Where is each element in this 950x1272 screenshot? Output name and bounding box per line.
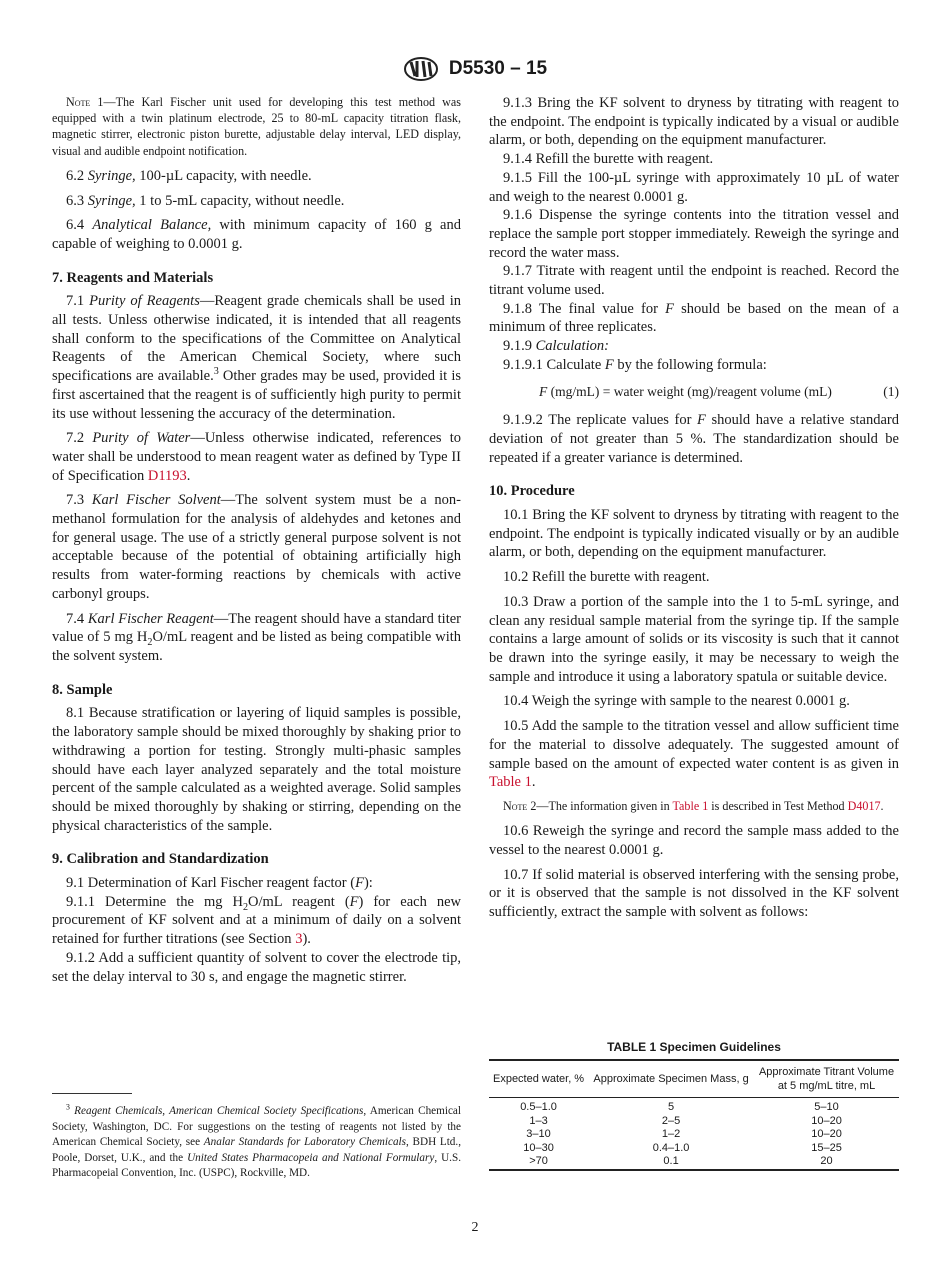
text-run: . xyxy=(531,774,536,791)
text-run: —The solvent system must be a non-methanol formulation for the analysis of aldehydes and ketones and for general usage. The use of a strictly general purpose solvent is not acceptable because of the potential of obtaining artificially high results from water-forming reactions by chemicals with active carbonyl groups. xyxy=(52,492,461,602)
section-heading xyxy=(489,482,899,501)
table-cell: 15–25 xyxy=(811,1141,842,1154)
table-cell: 10–30 xyxy=(523,1141,554,1154)
text-run: 9.1.8 The final value for xyxy=(503,300,666,317)
paragraph xyxy=(489,866,899,922)
text-run: 9.1.7 Titrate with reagent until the endpoint is reached. Record the titrant volume used. xyxy=(489,263,899,299)
italic-text: F xyxy=(355,875,364,892)
paragraph xyxy=(489,568,899,587)
paragraph xyxy=(489,94,899,150)
text-run: ): xyxy=(363,875,373,892)
text-run: 7.3 xyxy=(66,492,92,509)
text-run: , U.S. Pharmacopeial Convention, Inc. (USPC), Rockville, MD. xyxy=(52,1151,461,1179)
column-header: Approximate Titrant Volume at 5 mg/mL titre, mL xyxy=(758,1066,895,1092)
text-run: 10. Procedure xyxy=(489,483,575,500)
italic-text: Analytical Balance, xyxy=(92,217,212,234)
standard-designation: D5530 – 15 xyxy=(448,58,548,79)
paragraph xyxy=(489,593,899,687)
table-cell: 1–2 xyxy=(661,1128,681,1141)
text-run: 10.7 If solid material is observed interfering with the sensing probe, or it is observed that the sample is not dissolved in the KF solvent sufficiently, extract the sample with solvent as follows: xyxy=(489,866,899,920)
text-run: 6.4 xyxy=(66,217,93,234)
text-run: should have a relative standard deviation of not greater than 5 %. The standardization should be repeated if a greater variance is determined. xyxy=(489,412,900,466)
specimen-guidelines-table xyxy=(489,1040,899,1171)
paragraph xyxy=(489,337,899,356)
text-run: 10.6 Reweigh the syringe and record the sample mass added to the vessel to the nearest 0.0001 g. xyxy=(489,823,899,858)
table-row xyxy=(489,1115,899,1129)
text-run: 9.1.3 Bring the KF solvent to dryness by titrating with reagent to the endpoint. The endpoint is typically indicated by a visual or audible alarm, or both, depending on the equipment manufacturer. xyxy=(489,95,899,149)
text-run: 7.4 xyxy=(66,610,88,627)
column-header: Approximate Specimen Mass, g xyxy=(593,1073,749,1085)
note xyxy=(489,798,899,814)
text-run: 6.3 xyxy=(66,192,88,209)
paragraph xyxy=(52,192,461,211)
paragraph xyxy=(52,949,461,986)
paragraph xyxy=(52,704,461,835)
table-cell: 2–5 xyxy=(661,1114,681,1127)
table-row xyxy=(489,1128,899,1142)
italic-text: Syringe, xyxy=(87,167,136,184)
right-column xyxy=(489,94,899,922)
text-run: ). xyxy=(302,931,311,948)
table-cell: 10–20 xyxy=(811,1128,842,1141)
text-run: O/mL reagent ( xyxy=(248,893,350,910)
section-heading xyxy=(52,850,461,869)
table-cell: >70 xyxy=(529,1155,548,1168)
text-run: 9. Calibration and Standardization xyxy=(52,851,269,868)
footnote-3 xyxy=(52,1104,461,1182)
italic-text: Purity of Water xyxy=(92,430,191,447)
paragraph xyxy=(489,717,899,792)
note-label: Note xyxy=(503,798,528,813)
table-row xyxy=(489,1098,899,1115)
italic-text: Calculation: xyxy=(535,338,609,355)
italic-text: F xyxy=(539,383,548,399)
italic-text: Reagent Chemicals, American Chemical Society Specifications xyxy=(74,1105,364,1117)
equation-body xyxy=(539,383,832,402)
text-run: should be based on the mean of a minimum of three replicates. xyxy=(489,300,899,336)
table-title: TABLE 1 Specimen Guidelines xyxy=(607,1040,781,1054)
italic-text: Analar Standards for Laboratory Chemicals xyxy=(203,1136,406,1148)
paragraph xyxy=(52,167,461,186)
table-cell: 5–10 xyxy=(814,1101,839,1113)
text-run: —Reagent grade chemicals shall be used in all tests. Unless otherwise indicated, it is intended that all reagents shall conform to the specifications of the Committee on Analytical Reagents of the American Chemical Society, where such specifications are available. xyxy=(52,293,462,385)
paragraph xyxy=(52,429,461,485)
paragraph xyxy=(489,300,899,337)
table-cell: 1–3 xyxy=(529,1114,548,1127)
paragraph xyxy=(489,411,899,467)
table-row xyxy=(489,1155,899,1170)
text-run: 9.1.1 Determine the mg H xyxy=(66,893,243,910)
paragraph xyxy=(489,262,899,299)
text-run: 9.1.5 Fill the 100-µL syringe with approximately 10 µL of water and weigh to the nearest 0.0001 g. xyxy=(489,169,899,205)
paragraph xyxy=(52,491,461,603)
text-run: 7. Reagents and Materials xyxy=(52,269,214,286)
text-run: —Unless otherwise indicated, references to water shall be understood to mean reagent water as defined by Type II of Specification xyxy=(52,430,461,484)
text-run: , American Chemical Society, Washington, DC. For suggestions on the testing of reagents not listed by the American Chemical Society, see xyxy=(52,1105,461,1148)
text-run: 9.1.9 xyxy=(503,338,536,355)
text-run: 1 to 5-mL capacity, without needle. xyxy=(135,192,345,209)
text-run: with minimum capacity of 160 g and capable of weighing to 0.0001 g. xyxy=(52,217,461,252)
table-cell: 0.5–1.0 xyxy=(520,1101,557,1113)
paragraph xyxy=(489,506,899,562)
paragraph xyxy=(52,874,461,893)
paragraph xyxy=(489,822,899,859)
text-run: (mg/mL) = water weight (mg)/reagent volume (mL) xyxy=(547,383,832,399)
left-column xyxy=(52,94,461,986)
section-heading xyxy=(52,269,461,288)
cross-reference-link[interactable]: 3 xyxy=(295,931,303,948)
text-run: 10.1 Bring the KF solvent to dryness by titrating with reagent to the endpoint. The endpoint is typically indicated visually or by an audible alarm, or both, depending on the equipment manufacturer. xyxy=(489,507,899,561)
text-run: 1—The Karl Fischer unit used for developing this test method was equipped with a twin platinum electrode, 25 to 80-mL capacity titration flask, magnetic stirrer, electronic piston burette, adjustable delay interval, LED display, visual and audible endpoint notification. xyxy=(52,95,461,158)
text-run: 7.2 xyxy=(66,430,93,447)
superscript: 3 xyxy=(66,1102,70,1112)
text-run: 10.2 Refill the burette with reagent. xyxy=(503,569,710,586)
text-run: —The reagent should have a standard titer value of 5 mg H xyxy=(52,610,461,646)
astm-logo-icon xyxy=(403,56,439,82)
text-run: O/mL reagent and be listed as being compatible with the solvent system. xyxy=(52,629,461,664)
paragraph xyxy=(52,610,461,666)
text-run: 100-µL capacity, with needle. xyxy=(135,167,312,184)
text-run: 9.1 Determination of Karl Fischer reagent factor ( xyxy=(66,875,356,892)
paragraph xyxy=(489,692,899,711)
table-cell: 0.4–1.0 xyxy=(652,1141,690,1154)
text-run: 9.1.9.2 The replicate values for xyxy=(503,412,698,429)
cross-reference-link[interactable]: D1193 xyxy=(147,467,187,484)
text-run: 2—The information given in xyxy=(527,798,673,813)
text-run: by the following formula: xyxy=(613,356,767,373)
equation xyxy=(489,383,899,402)
note-label: Note xyxy=(66,95,91,109)
subscript: 2 xyxy=(147,637,153,649)
text-run: . xyxy=(880,798,884,813)
italic-text: Syringe, xyxy=(87,192,136,209)
text-run: , BDH Ltd., Poole, Dorset, U.K., and the xyxy=(52,1136,461,1164)
page-header xyxy=(0,56,950,82)
italic-text: United States Pharmacopeia and National Formulary xyxy=(187,1151,435,1164)
text-run: 10.5 Add the sample to the titration vessel and allow sufficient time for the material to dissolve adequately. The suggested amount of sample based on the amount of expected water content is as given in xyxy=(489,718,899,772)
table-cell: 5 xyxy=(667,1101,675,1113)
column-header: Expected water, % xyxy=(492,1073,585,1085)
paragraph xyxy=(52,292,461,423)
cross-reference-link[interactable]: D4017 xyxy=(847,798,881,813)
footnote-divider xyxy=(52,1093,132,1094)
italic-text: F xyxy=(697,412,706,429)
table-cell: 0.1 xyxy=(663,1155,679,1168)
text-run: 9.1.4 Refill the burette with reagent. xyxy=(503,151,714,168)
text-run: ) for each new procurement of KF solvent and at a minimum of daily on a solvent retained for further titrations (see Section xyxy=(52,893,462,948)
italic-text: Karl Fischer Solvent xyxy=(91,492,221,509)
section-heading xyxy=(52,681,461,700)
table-cell: 3–10 xyxy=(526,1128,551,1141)
text-run: 9.1.2 Add a sufficient quantity of solvent to cover the electrode tip, set the delay interval to 30 s, and engage the magnetic stirrer. xyxy=(52,949,461,985)
italic-text: Purity of Reagents xyxy=(89,293,200,310)
paragraph xyxy=(489,206,899,262)
table-cell: 20 xyxy=(820,1155,833,1168)
text-run: 9.1.6 Dispense the syringe contents into the titration vessel and replace the sample port stopper immediately. Reweigh the syringe and record the water mass. xyxy=(489,207,899,261)
paragraph xyxy=(489,169,899,206)
cross-reference-link[interactable]: Table 1 xyxy=(672,798,709,813)
cross-reference-link[interactable]: Table 1 xyxy=(489,774,532,791)
italic-text: F xyxy=(665,300,674,317)
paragraph xyxy=(52,216,461,253)
text-run: 6.2 xyxy=(66,167,88,184)
italic-text: F xyxy=(604,356,614,373)
text-run: 9.1.9.1 Calculate xyxy=(503,356,605,373)
paragraph xyxy=(489,356,899,375)
equation-number: (1) xyxy=(883,383,899,399)
paragraph xyxy=(52,893,461,949)
text-run: 10.4 Weigh the syringe with sample to the nearest 0.0001 g. xyxy=(503,693,850,710)
paragraph xyxy=(489,150,899,169)
note xyxy=(52,94,461,159)
table-header-row xyxy=(489,1060,899,1098)
text-run: 10.3 Draw a portion of the sample into the 1 to 5-mL syringe, and clean any residual sample material from the syringe tip. If the sample contains a large amount of solids or its viscosity is such that it cannot be drawn into the syringe easily, it may be necessary to weigh the sample and introduce it using a laboratory spatula or suitable device. xyxy=(489,593,899,685)
table-row xyxy=(489,1142,899,1156)
text-run: Other grades may be used, provided it is first ascertained that the reagent is of sufficiently high purity to permit its use without lessening the accuracy of the determination. xyxy=(52,368,461,422)
text-run: is described in Test Method xyxy=(708,798,848,813)
text-run: 7.1 xyxy=(66,293,90,310)
superscript: 3 xyxy=(213,366,219,378)
table-cell: 10–20 xyxy=(811,1114,842,1127)
page-number: 2 xyxy=(471,1220,479,1235)
text-run: 8. Sample xyxy=(52,681,113,698)
italic-text: Karl Fischer Reagent xyxy=(87,610,214,627)
subscript: 2 xyxy=(242,901,249,913)
italic-text: F xyxy=(349,893,359,910)
text-run: 8.1 Because stratification or layering of liquid samples is possible, the laboratory sample should be mixed thoroughly by shaking prior to withdrawing a portion for testing. Strongly multi-phasic samples should have each layer analyzed separately and the total moisture percent of the sample calculated as a weighted average. Solid samples should be mixed thoroughly by shaking or stirring, depending on the physical characteristics of the sample. xyxy=(52,705,461,834)
text-run: . xyxy=(186,467,191,484)
